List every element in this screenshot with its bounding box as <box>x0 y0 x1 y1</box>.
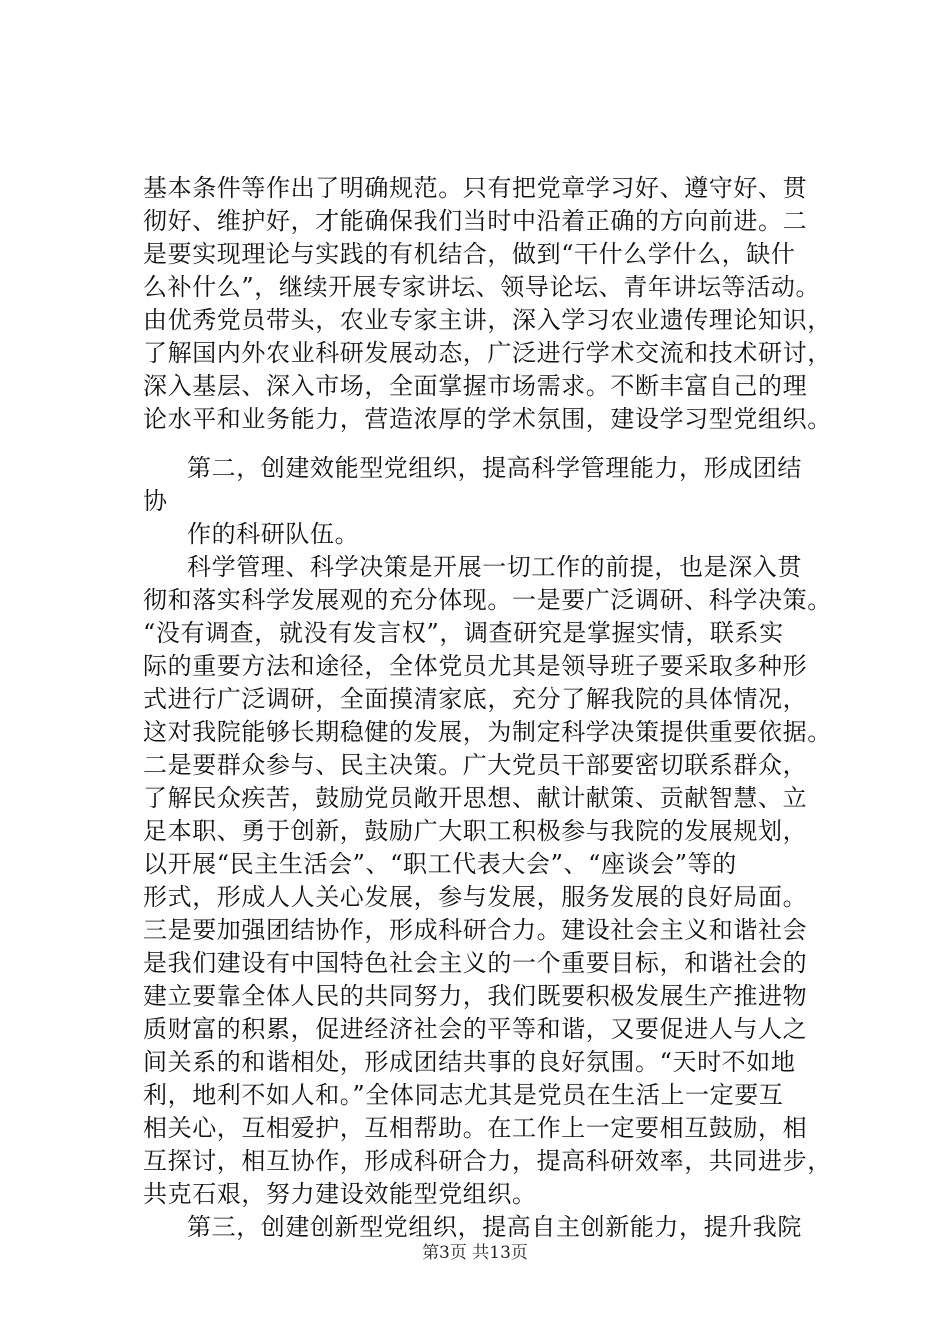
section-two-body-line: “没有调查，就没有发言权”，调查研究是掌握实情，联系实 <box>143 619 784 647</box>
section-two-body-line: 互探讨，相互协作，形成科研合力，提高科研效率，共同进步， <box>143 1147 832 1175</box>
paragraph-continuation <box>143 172 833 436</box>
text-line: 彻好、维护好，才能确保我们当时中沿着正确的方向前进。二 <box>143 207 808 235</box>
section-two-body-line: 相关心，互相爱护，互相帮助。在工作上一定要相互鼓励，相 <box>143 1114 808 1142</box>
section-two-body-line: 科学管理、科学决策是开展一切工作的前提，也是深入贯 <box>187 553 802 581</box>
page-number-footer: 第3页 共13页 <box>422 1243 528 1263</box>
section-two-body-line: 利，地利不如人和。”全体同志尤其是党员在生活上一定要互 <box>143 1081 784 1109</box>
section-two-body-line: 是我们建设有中国特色社会主义的一个重要目标，和谐社会的 <box>143 949 808 977</box>
text-line: 么补什么”，继续开展专家讲坛、领导论坛、青年讲坛等活动。 <box>143 273 821 301</box>
section-two-body-line: 形式，形成人人关心发展，参与发展，服务发展的良好局面。 <box>143 883 808 911</box>
section-two-body-line: 三是要加强团结协作，形成科研合力。建设社会主义和谐社会 <box>143 916 808 944</box>
section-two-body-line: 彻和落实科学发展观的充分体现。一是要广泛调研、科学决策。 <box>143 586 832 614</box>
section-two-heading-line: 协 <box>143 487 168 515</box>
section-two <box>143 452 833 1244</box>
section-three-heading: 第三，创建创新型党组织，提高自主创新能力，提升我院 <box>187 1213 802 1241</box>
text-line: 是要实现理论与实践的有机结合，做到“干什么学什么，缺什 <box>143 240 796 268</box>
section-two-body-line: 了解民众疾苦，鼓励党员敞开思想、献计献策、贡献智慧、立 <box>143 784 808 812</box>
section-two-body-line: 以开展“民主生活会”、“职工代表大会”、“座谈会”等的 <box>143 850 737 878</box>
text-line: 基本条件等作出了明确规范。只有把党章学习好、遵守好、贯 <box>143 174 808 202</box>
text-line: 论水平和业务能力，营造浓厚的学术氛围，建设学习型党组织。 <box>143 405 832 433</box>
section-two-heading-line: 作的科研队伍。 <box>187 520 360 548</box>
text-line: 深入基层、深入市场，全面掌握市场需求。不断丰富自己的理 <box>143 372 808 400</box>
section-two-heading-line: 第二，创建效能型党组织，提高科学管理能力，形成团结 <box>187 454 802 482</box>
section-two-body-line: 二是要群众参与、民主决策。广大党员干部要密切联系群众， <box>143 751 808 779</box>
section-two-body-line: 这对我院能够长期稳健的发展，为制定科学决策提供重要依据。 <box>143 718 832 746</box>
section-two-body-line: 建立要靠全体人民的共同努力，我们既要积极发展生产推进物 <box>143 982 808 1010</box>
section-two-body-line: 式进行广泛调研，全面摸清家底，充分了解我院的具体情况， <box>143 685 808 713</box>
section-two-body-line: 质财富的积累，促进经济社会的平等和谐，又要促进人与人之 <box>143 1015 808 1043</box>
section-two-body-line: 足本职、勇于创新，鼓励广大职工积极参与我院的发展规划， <box>143 817 808 845</box>
section-two-body-line: 共克石艰，努力建设效能型党组织。 <box>143 1180 537 1208</box>
section-two-body-line: 际的重要方法和途径，全体党员尤其是领导班子要采取多种形 <box>143 652 808 680</box>
text-line: 由优秀党员带头，农业专家主讲，深入学习农业遗传理论知识， <box>143 306 832 334</box>
section-two-body-line: 间关系的和谐相处，形成团结共事的良好氛围。“天时不如地 <box>143 1048 796 1076</box>
text-line: 了解国内外农业科研发展动态，广泛进行学术交流和技术研讨， <box>143 339 832 367</box>
